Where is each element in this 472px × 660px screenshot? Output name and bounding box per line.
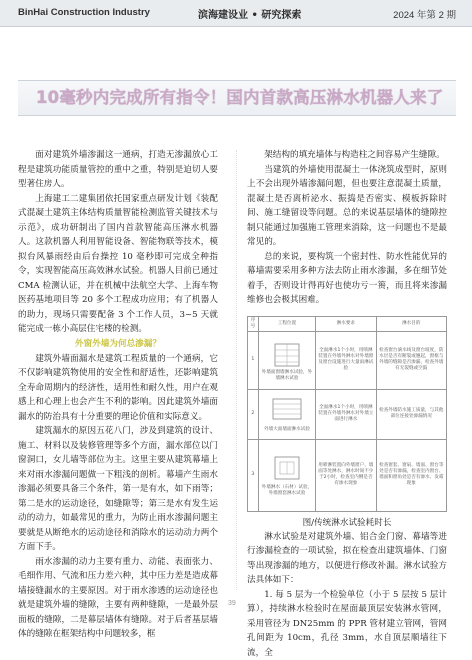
paragraph: 当建筑的外墙使用混凝土一体浇筑成型时，原则上不会出现外墙渗漏问题，但也要注意混凝土质量，混凝土是否离析泌水、振捣是否密实、模板拆除时间、施工缝留设等问题。总的来说基层墙体的缝隙控制只能通过加强施工管理来消除，这一问题也不是最常见的。 <box>247 163 447 250</box>
paragraph: 架结构的填充墙体与构造柱之间容易产生缝隙。 <box>247 148 447 163</box>
table-cell <box>258 439 315 511</box>
table-row <box>248 439 447 511</box>
table-cell: 检查窗套、窗扇、墙面、窗台等处是否有渗漏，检查室内窗台、墙面和窗角处是否有渗水、发霉现象 <box>376 439 446 511</box>
journal-section: 滨海建设业 • 研究探索 <box>198 6 301 21</box>
article-title: 10毫秒内完成所有指令！国内首款高压淋水机器人来了 <box>36 84 446 108</box>
paragraph: 面对建筑外墙渗漏这一通病，打造无渗漏放心工程是建筑功能质量管控的重中之重，特别是迫切人要型著住房人。 <box>18 148 218 192</box>
table-header-row <box>248 316 447 331</box>
table-cell: 2 <box>248 389 259 439</box>
paragraph: 淋水试验是对建筑外墙、铝合金门窗、幕墙等进行渗漏检查的一项试验，拟在检查出建筑墙体、门窗等出现渗漏的地方，以便进行修改补漏。淋水试验方法具体如下： <box>247 530 447 588</box>
table-cell-text: 外墙大面墙面淋水试验 <box>261 427 313 433</box>
page-number: 39 <box>228 600 236 607</box>
test-method-table <box>247 316 447 512</box>
left-column <box>18 148 218 642</box>
table-cell: 3 <box>248 439 259 511</box>
table-cell-text: 外墙淋水（石材）试验，外墙窗套淋水试验 <box>261 485 313 497</box>
issue-number: 2024 年第 2 期 <box>393 7 456 21</box>
table-cell: 检查外墙防水施工质量，与其他部位连接处渗漏情况 <box>376 389 446 439</box>
paragraph: 1. 每 5 层为一个检验单位（小于 5 层按 5 层计算），持续淋水检验时在屋面最顶层安装淋水管网，采用管径为 DN25mm 的 PPR 管材建立管网，管网孔间距为 10cm，孔径 3mm，水自顶层顺墙往下流，全 <box>247 588 447 660</box>
table-header: 工程位置 <box>258 316 315 331</box>
paragraph: 建筑外墙面漏水是建筑工程质量的一个通病，它不仅影响建筑物使用的安全性和舒适性，还影响建筑全寿命周期内的经济性，适用性和耐久性，用户在观感上和心理上也会产生不利的影响。因此建筑外墙面漏水的防治具有十分重要的理论价值和实际意义。 <box>18 352 218 425</box>
table-row <box>248 389 447 439</box>
section-heading: 外窗外墙为何总渗漏？ <box>18 337 218 352</box>
table-cell <box>258 331 315 389</box>
building-sketch-icon <box>267 338 307 370</box>
journal-name-en: BinHai Construction Industry <box>18 7 150 18</box>
table-header: 序号 <box>248 316 259 331</box>
paragraph: 总的来说，要构筑一个密封性、防水性能优异的幕墙需要采用多种方法去防止雨水渗漏，多在细节处着手，否则设计得再好也使功亏一篑，而且将来渗漏维修也会极其困难。 <box>247 250 447 308</box>
figure-caption: 图/传统淋水试验耗时长 <box>247 516 447 530</box>
window-sketch-icon <box>267 453 307 485</box>
table-header: 淋水目的 <box>376 316 446 331</box>
table-cell: 用喷淋装置向外墙窗户、墙面等处淋水，淋水时间不少于2小时，检查室内侧是否有渗水现象 <box>316 439 376 511</box>
paragraph: 雨水渗漏的动力主要有重力、动能、表面张力、毛细作用、气流和压力差六种，其中压力差是造成幕墙接缝漏水的主要原因。对于雨水渗透的运动途径也就是建筑外墙的缝隙，主要有两种缝隙，一是最外层面板的缝隙，二是幕层墙体有缝隙。对于后者基层墙体的缝隙在框架结构中问题较多，框 <box>18 555 218 642</box>
table-cell: 1 <box>248 331 259 389</box>
table-cell: 全面淋水1个小时，用喷淋装置在外墙外淋水对外墙立面进行淋水 <box>316 389 376 439</box>
paragraph: 上海建工二建集团依托国家重点研发计划《装配式混凝土建筑主体结构质量智能检测监管关键技术与示范》，成功研制出了国内首款智能高压淋水机器人。这款机器人利用智能设备、智能物联等技术，模拟台风暴雨经由后台操控 10 毫秒即可完成全种指令，实现智能高压高效淋水试验。机器人目前已通过 CMA 检测认证，并在机械中法航空大学、上海车物医药基地项目等 20 多个工程成功应用；有了机器人的助力，现场只需要配备 3 个工作人员，3~5 天就能完成一栋小高层住宅楼的检测。 <box>18 192 218 337</box>
table-cell: 检查窗台滴水线及窗台坡度，防水层是否有断裂或翘起，窗框与外墙的缝隙是否渗漏，检查外墙有无裂缝或空鼓 <box>376 331 446 389</box>
table-cell-text: 外墙面窗墙淋水试验，外墙淋水试验 <box>261 370 313 382</box>
wall-sketch-icon <box>267 395 307 427</box>
table-row <box>248 331 447 389</box>
right-column <box>247 148 447 660</box>
paragraph: 建筑漏水的原因五花八门，涉及到建筑的设计、施工、材料以及装修管理等多个方面，漏水部位以门窗洞口，女儿墙等部位为主。这里主要从建筑幕墙上来对雨水渗漏问题做一下粗浅的剖析。幕墙产生雨水渗漏必须要具备三个条件，第一是有水，如下雨等；第二是水的运动途径，如缝隙等；第三是水有发生运动的动力，如最常见的重力，为防止雨水渗漏问题主要就是从断绝水的运动途径和消除水的运动动力两个方面下手。 <box>18 424 218 555</box>
table-cell <box>258 389 315 439</box>
table-header: 淋水要求 <box>316 316 376 331</box>
table-cell: 全面淋水1个小时，用喷淋装置在外墙外淋水对外墙窗及窗台设施进行大量雨淋试验 <box>316 331 376 389</box>
column-divider <box>236 150 237 590</box>
page-header <box>0 0 472 27</box>
